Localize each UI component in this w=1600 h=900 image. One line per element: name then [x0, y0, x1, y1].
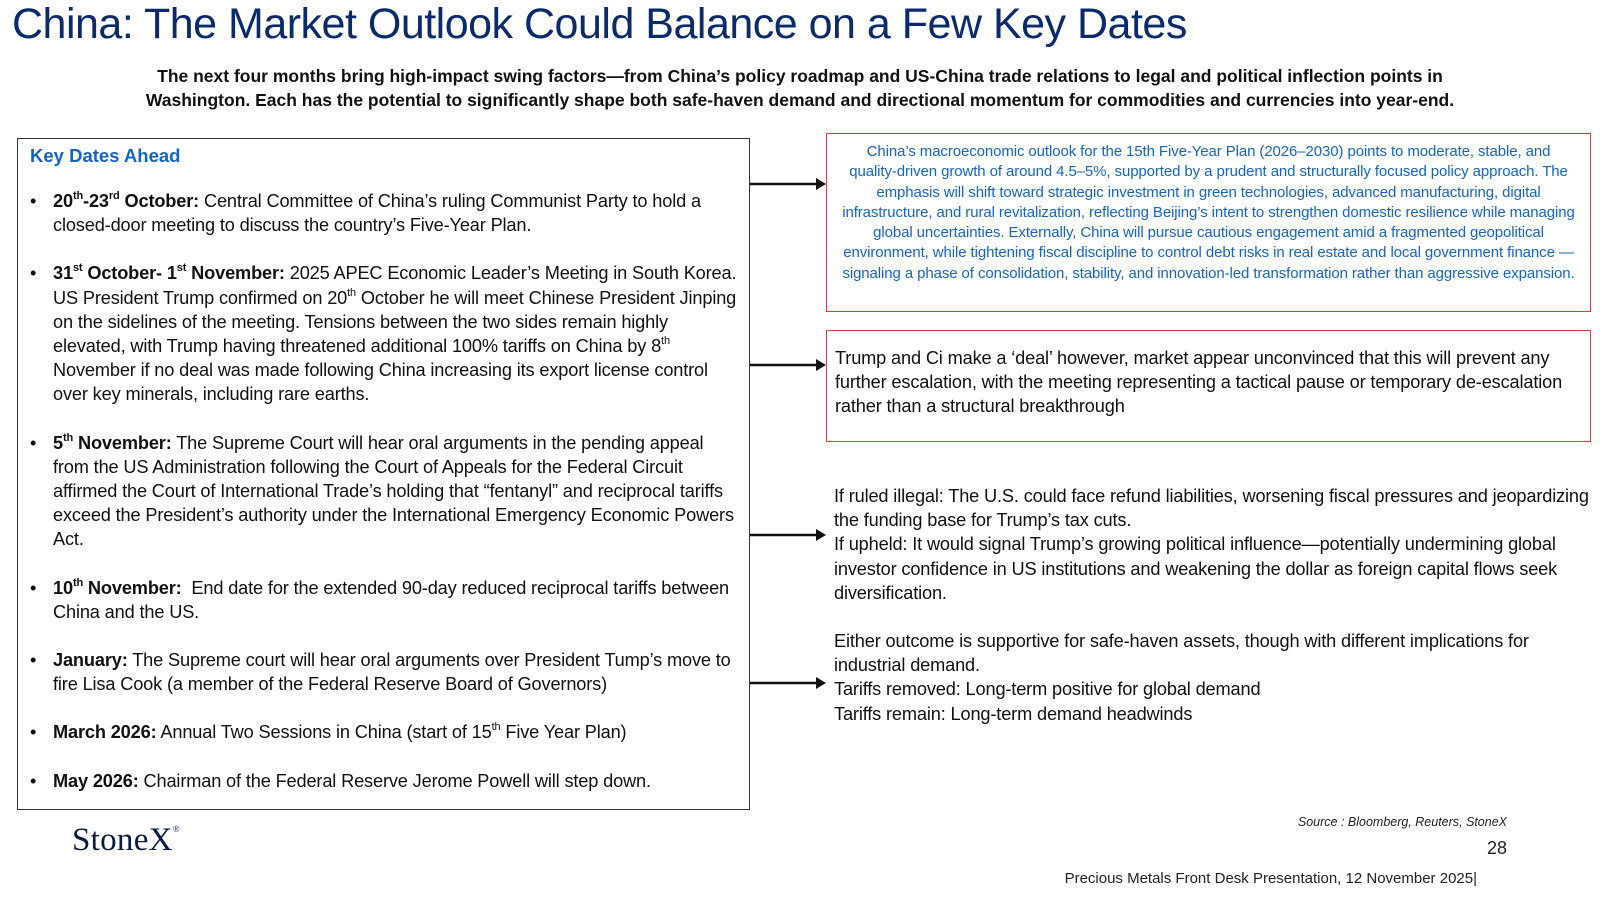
bullet-icon: • [30, 577, 37, 598]
key-dates-list [30, 189, 737, 793]
key-date-text: Central Committee of China’s ruling Communist Party to hold a closed-door meeting to discuss the country’s Five-Year Plan. [53, 191, 701, 236]
ruled-illegal-note: If ruled illegal: The U.S. could face refund liabilities, worsening fiscal pressures and jeopardizing the funding base for Trump’s tax cuts. [834, 486, 1589, 531]
key-date-label: 10th November: [53, 576, 182, 598]
key-date-label: May 2026: [53, 770, 139, 791]
arrow-right-icon [750, 177, 826, 191]
either-outcome-note: Either outcome is supportive for safe-haven assets, though with different implications for industrial demand. [834, 631, 1529, 676]
arrow-right-icon [750, 358, 826, 372]
key-date-label: January: [53, 650, 128, 671]
arrow-right-icon [750, 676, 826, 690]
upheld-note: If upheld: It would signal Trump’s growing political influence—potentially undermining global investor confidence in US institutions and weakening the dollar as foreign capital flows seek diversification. [834, 534, 1558, 603]
key-date-label: 31st October- 1st November: [53, 262, 285, 284]
subtitle-line-2: Washington. Each has the potential to significantly shape both safe-haven demand and directional momentum for commodities and currencies into year-end. [145, 90, 1455, 110]
key-date-label: 20th-23rd October: [53, 190, 200, 211]
key-dates-box [17, 138, 750, 810]
supreme-court-scenarios [834, 484, 1596, 726]
trade-deal-text: Trump and Ci make a ‘deal’ however, market appear unconvinced that this will prevent any further escalation, with the meeting representing a tactical pause or temporary de-escalation rather than a structural breakthrough [835, 348, 1563, 417]
presentation-footer: Precious Metals Front Desk Presentation, 12 November 2025| [1064, 870, 1477, 887]
slide-subtitle [60, 64, 1540, 112]
key-date-item-may-2026 [30, 769, 737, 793]
key-date-text: The Supreme court will hear oral arguments over President Tump’s move to fire Lisa Cook (a member of the Federal Reserve Board of Governors) [53, 650, 731, 695]
bullet-icon: • [30, 263, 37, 284]
key-dates-heading: Key Dates Ahead [30, 145, 181, 166]
key-date-item-march-2026 [30, 720, 737, 744]
key-date-item-october-plenum [30, 189, 737, 237]
trade-deal-box [826, 330, 1591, 442]
page-number: 28 [1486, 838, 1507, 858]
bullet-icon: • [30, 191, 37, 211]
key-date-text: 2025 APEC Economic Leader’s Meeting in South Korea. US President Trump confirmed on 20th October he will meet Chinese President Jinping on the sidelines of the meeting. Tensions between the two sides remain highly elevated, with Trump having threatened additional 100% tariffs on China by 8th November if no deal was made following China increasing its export license control over key minerals, including rare earths. [53, 263, 737, 405]
bullet-icon: • [30, 432, 37, 453]
five-year-plan-outlook-text: China’s macroeconomic outlook for the 15th Five-Year Plan (2026–2030) points to moderate, stable, and quality-driven growth of around 4.5–5%, supported by a prudent and structurally focused policy approach. The emphasis will shift toward strategic investment in green technologies, advanced manufacturing, digital infrastructure, and rural revitalization, reflecting Beijing’s intent to strengthen domestic resilience while managing global uncertainties. Externally, China will pursue cautious engagement amid a fragmented geopolitical environment, while tightening fiscal discipline to control debt risks in real estate and local government finance — signaling a phase of consolidation, stability, and innovation-led transformation rather than aggressive expansion. [842, 143, 1575, 282]
key-date-text: The Supreme Court will hear oral arguments in the pending appeal from the US Administration following the Court of Appeals for the Federal Circuit affirmed the Court of International Trade’s holding that “fentanyl” and reciprocal tariffs exceed the President’s authority under the International Emergency Economic Powers Act. [53, 432, 734, 550]
key-date-item-supreme-court-tariffs [30, 431, 737, 552]
slide-title: China: The Market Outlook Could Balance on a Few Key Dates [12, 0, 1187, 48]
key-date-text: End date for the extended 90-day reduced reciprocal tariffs between China and the US. [53, 577, 734, 622]
subtitle-line-1: The next four months bring high-impact swing factors—from China’s policy roadmap and US-China trade relations to legal and political inflection points in [157, 66, 1443, 86]
key-date-item-tariff-truce-end [30, 576, 737, 624]
source-note: Source : Bloomberg, Reuters, StoneX [1297, 815, 1507, 829]
stonex-logo: StoneX® [72, 822, 180, 858]
bullet-icon: • [30, 650, 37, 671]
tariffs-removed-note: Tariffs removed: Long-term positive for global demand [834, 679, 1261, 700]
tariffs-remain-note: Tariffs remain: Long-term demand headwinds [834, 703, 1193, 724]
key-date-text: Annual Two Sessions in China (start of 15th Five Year Plan) [156, 721, 627, 743]
key-date-label: 5th November: [53, 431, 172, 453]
arrow-right-icon [750, 528, 826, 542]
key-date-item-january [30, 648, 737, 696]
key-date-label: March 2026: [53, 722, 157, 743]
five-year-plan-outlook-box [826, 133, 1591, 312]
bullet-icon: • [30, 770, 37, 791]
key-date-item-apec [30, 261, 737, 406]
bullet-icon: • [30, 722, 37, 743]
key-date-text: Chairman of the Federal Reserve Jerome Powell will step down. [138, 770, 651, 791]
